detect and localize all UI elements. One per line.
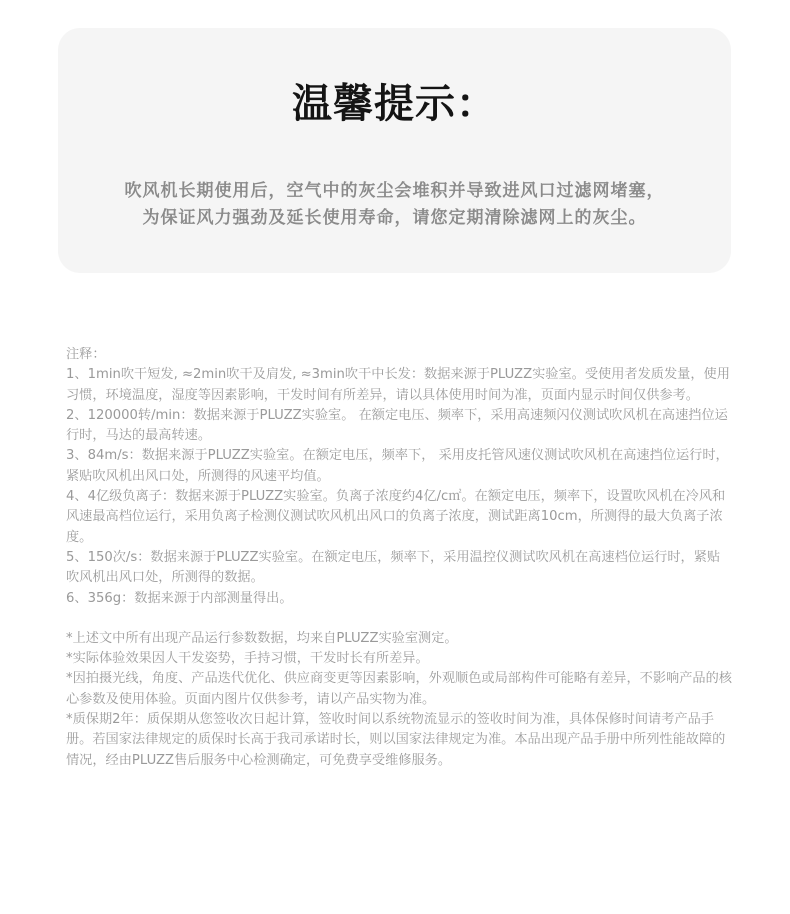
disclaimer-item: *上述文中所有出现产品运行参数数据，均来自PLUZZ实验室测定。 <box>66 630 458 646</box>
spacer <box>66 609 732 629</box>
notice-card <box>58 28 731 273</box>
disclaimer-item: *实际体验效果因人干发姿势，手持习惯，干发时长有所差异。 <box>66 651 429 667</box>
notice-line-1: 吹风机长期使用后，空气中的灰尘会堆积并导致进风口过滤网堵塞， <box>124 181 665 201</box>
footnote-item: 3、84m/s：数据来源于PLUZZ实验室。在额定电压，频率下， 采用皮托管风速仪测试吹风机在高速挡位运行时，紧贴吹风机出风口处，所测得的风速平均值。 <box>66 448 729 484</box>
footnote-item: 4、4亿级负离子：数据来源于PLUZZ实验室。负离子浓度约4亿/c㎡。在额定电压，频率下，设置吹风机在冷风和风速最高档位运行，采用负离子检测仪测试吹风机出风口的负离子浓度，测试距离10cm，所测得的最大负离子浓度。 <box>66 489 726 545</box>
footnote-item: 2、120000转/min：数据来源于PLUZZ实验室。 在额定电压、频率下，采用高速频闪仪测试吹风机在高速挡位运行时，马达的最高转速。 <box>66 407 728 444</box>
disclaimer-item: *因拍摄光线，角度、产品迭代优化、供应商变更等因素影响，外观顺色或局部构件可能略有差异，不影响产品的核心参数及使用体验。页面内图片仅供参考，请以产品实物为准。 <box>66 671 732 707</box>
footnotes <box>66 345 732 771</box>
footnotes-heading: 注释： <box>66 347 106 362</box>
notice-text <box>78 178 711 232</box>
footnote-item: 6、356g：数据来源于内部测量得出。 <box>66 590 293 606</box>
disclaimer-item: *质保期2年：质保期从您签收次日起计算，签收时间以系统物流显示的签收时间为准，具体保修时间请考产品手册。若国家法律规定的质保时长高于我司承诺时长，则以国家法律规定为准。本品出现产品手册中所列性能故障的情况，经由PLUZZ售后服务中心检测确定，可免费享受维修服务。 <box>66 712 726 768</box>
notice-line-2: 为保证风力强劲及延长使用寿命，请您定期清除滤网上的灰尘。 <box>142 208 647 228</box>
notice-title: 温馨提示： <box>292 81 497 127</box>
footnote-item: 1、1min吹干短发, ≈2min吹干及肩发, ≈3min吹干中长发：数据来源于PLUZZ实验室。受使用者发质发量，使用习惯，环境温度，湿度等因素影响，干发时间有所差异，请以具体使用时间为准，页面内显示时间仅供参考。 <box>66 367 730 403</box>
footnote-item: 5、150次/s：数据来源于PLUZZ实验室。在额定电压，频率下，采用温控仪测试吹风机在高速档位运行时，紧贴吹风机出风口处，所测得的数据。 <box>66 549 721 586</box>
